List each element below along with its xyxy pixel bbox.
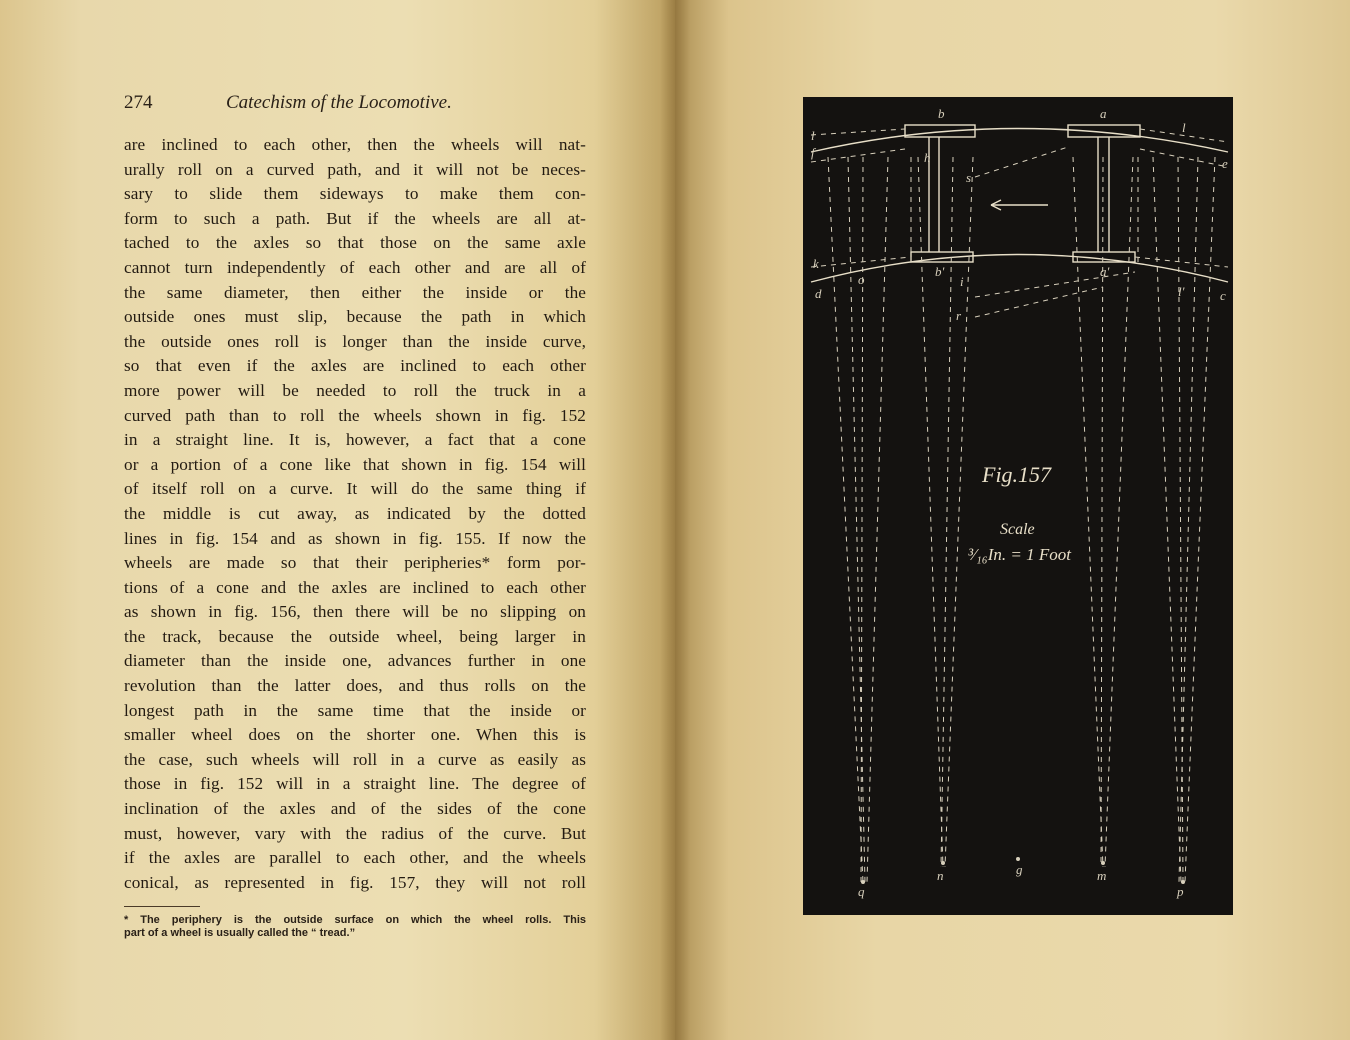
text-line: so that even if the axles are inclined to each other (124, 356, 586, 376)
footnote (124, 914, 586, 940)
label-k: k (813, 256, 819, 271)
footnote-line: * The periphery is the outside surface on which the wheel rolls. This (124, 914, 586, 926)
label-f: f (811, 145, 815, 160)
text-line: of itself roll on a curve. It will do the same thing if (124, 479, 586, 499)
page-header (124, 92, 586, 116)
text-line: are inclined to each other, then the wheels will nat- (124, 135, 586, 154)
text-line: smaller wheel does on the shorter one. When this is (124, 725, 586, 745)
footnote-line: part of a wheel is usually called the “ tread.” (124, 927, 356, 939)
text-line: inclination of the axles and of the sides of the cone (124, 799, 586, 819)
text-line: lines in fig. 154 and as shown in fig. 155. If now the (124, 528, 586, 548)
text-line: outside ones must slip, because the path in which (124, 307, 586, 327)
figure-plate (803, 97, 1233, 915)
label-o: o (858, 272, 865, 287)
text-line: cannot turn independently of each other and are all of (124, 257, 586, 277)
footnote-rule (124, 906, 200, 907)
body-text (124, 133, 586, 895)
label-b-prime: b' (935, 264, 945, 279)
label-m: m (1097, 868, 1107, 883)
text-line: if the axles are parallel to each other, and the wheels (124, 848, 586, 868)
figure-label: Fig.157 (982, 462, 1052, 487)
label-h: h (924, 150, 931, 165)
text-line: revolution than the latter does, and thus rolls on the (124, 676, 586, 696)
label-l-prime: l' (1178, 284, 1185, 299)
text-line: the middle is cut away, as indicated by the dotted (124, 503, 586, 523)
truck-diagram (803, 97, 1233, 915)
text-line: conical, as represented in fig. 157, they will not roll (124, 872, 586, 892)
figure-scale-label: Scale (1000, 521, 1035, 538)
book-gutter (660, 0, 690, 1040)
text-line: those in fig. 152 will in a straight line. The degree of (124, 774, 586, 794)
text-line: the track, because the outside wheel, being larger in (124, 626, 586, 646)
label-r: r (956, 308, 962, 323)
text-line: sary to slide them sideways to make them con- (124, 184, 586, 204)
label-b-top: b (938, 106, 945, 121)
wheel-b-top (905, 125, 975, 137)
label-e: e (1222, 156, 1228, 171)
text-line: longest path in the same time that the inside or (124, 700, 586, 720)
text-line: more power will be needed to roll the truck in a (124, 380, 586, 400)
text-line: the outside ones roll is longer than the inside curve, (124, 331, 586, 351)
text-line: form to such a path. But if the wheels are all at- (124, 208, 586, 228)
figure-scale-value: ³⁄₁₆In. = 1 Foot (968, 545, 1071, 564)
text-line: in a straight line. It is, however, a fact that a cone (124, 430, 586, 450)
label-l-left: l (811, 128, 815, 143)
label-p: p (1177, 884, 1184, 899)
page-number: 274 (124, 92, 153, 113)
label-s: s (966, 170, 972, 185)
label-a-prime: a' (1100, 264, 1110, 279)
label-n: n (937, 868, 944, 883)
text-line: or a portion of a cone like that shown in fig. 154 will (124, 454, 586, 474)
text-line: tions of a cone and the axles are inclined to each other (124, 577, 586, 597)
label-i: i (960, 274, 964, 289)
running-title: Catechism of the Locomotive. (226, 92, 452, 113)
label-q: q (858, 884, 865, 899)
label-l-right: l (1182, 120, 1186, 135)
label-g: g (1016, 862, 1023, 877)
text-line: the same diameter, then either the inside or the (124, 282, 586, 302)
text-line: the case, such wheels will roll in a curve as easily as (124, 749, 586, 769)
label-a-top: a (1100, 106, 1107, 121)
text-line: curved path than to roll the wheels shown in fig. 152 (124, 405, 586, 425)
text-line: must, however, vary with the radius of the curve. But (124, 823, 586, 843)
text-line: urally roll on a curved path, and it will not be neces- (124, 159, 586, 179)
label-c: c (1220, 288, 1226, 303)
label-d: d (815, 286, 822, 301)
text-line: as shown in fig. 156, then there will be no slipping on (124, 602, 586, 622)
text-line: tached to the axles so that those on the same axle (124, 233, 586, 253)
outer-rail-curve (811, 129, 1228, 153)
text-line: diameter than the inside one, advances further in one (124, 651, 586, 671)
inner-rail-curve (811, 255, 1228, 283)
text-line: wheels are made so that their peripheries* form por- (124, 553, 586, 573)
